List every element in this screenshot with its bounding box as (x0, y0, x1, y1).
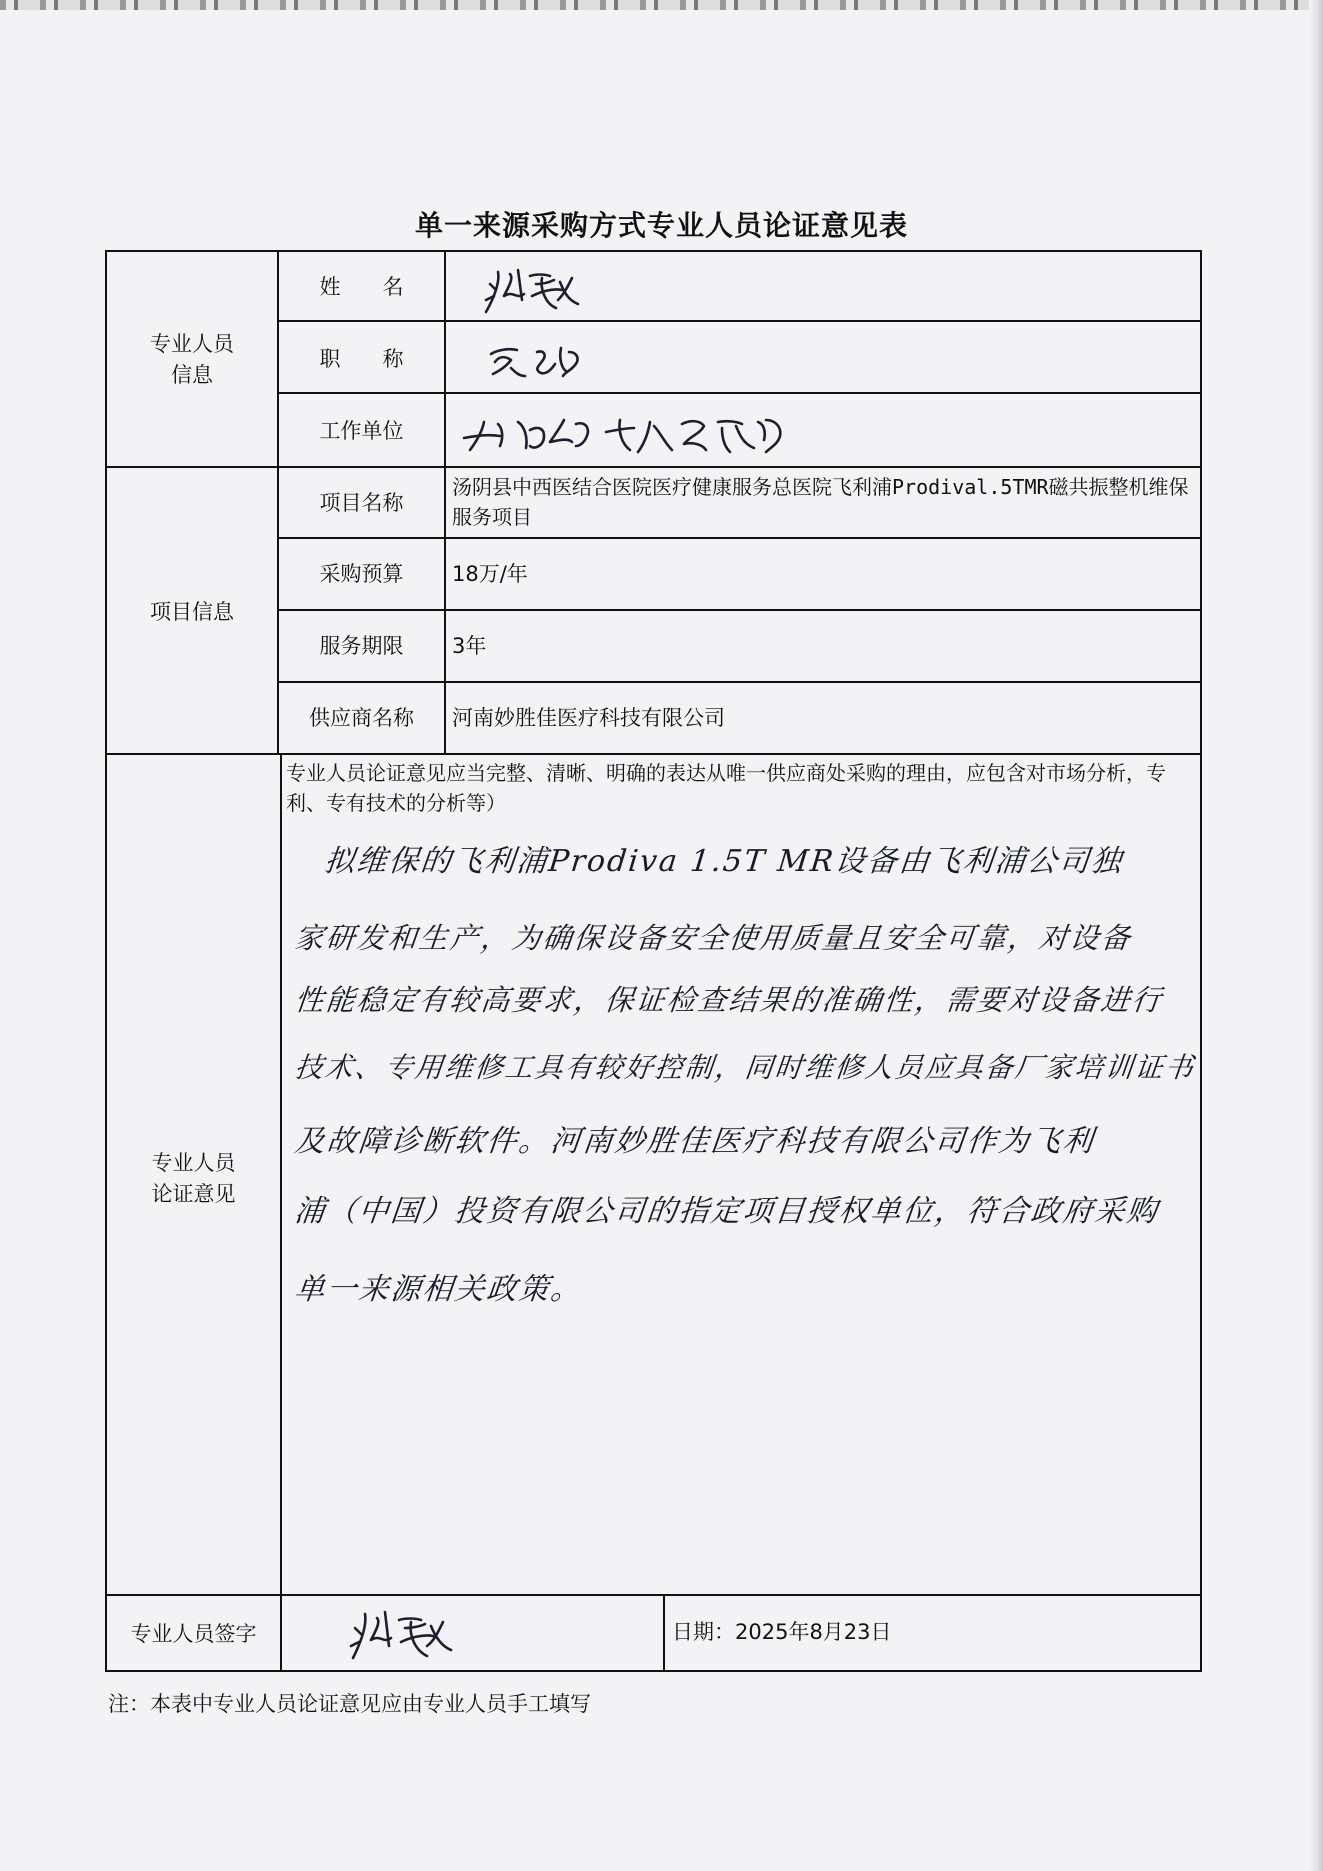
footnote: 注：本表中专业人员论证意见应由专业人员手工填写 (108, 1692, 591, 1716)
scan-edge (0, 0, 1323, 10)
project-name-value: 汤阴县中西医结合医院医疗健康服务总医院飞利浦Prodival.5TMR磁共振整机维保服务项目 (452, 475, 1189, 529)
row-divider (277, 537, 1202, 539)
opinion-instruction: 专业人员论证意见应当完整、清晰、明确的表达从唯一供应商处采购的理由，应包含对市场分析，专利、专有技术的分析等） (286, 761, 1166, 815)
name-label: 姓 名 (319, 275, 404, 299)
signature-date: 日期：2025年8月23日 (672, 1620, 892, 1644)
expert-info-section-label: 专业人员 信息 (150, 332, 234, 387)
col-divider (444, 250, 446, 754)
handwritten-opinion-line: 单一来源相关政策。 (292, 1272, 585, 1307)
supplier-value: 河南妙胜佳医疗科技有限公司 (452, 706, 725, 730)
handwritten-name (480, 262, 600, 322)
opinion-section-label: 专业人员 论证意见 (151, 1151, 236, 1206)
project-info-section-label: 项目信息 (150, 600, 234, 624)
handwritten-opinion-line: 拟维保的飞利浦Prodiva 1.5T MR设备由飞利浦公司独 (322, 844, 1125, 879)
title-label: 职 称 (319, 347, 404, 371)
row-divider (277, 609, 1202, 611)
row-divider (105, 1594, 1202, 1596)
handwritten-opinion-line: 及故障诊断软件。河南妙胜佳医疗科技有限公司作为飞利 (292, 1124, 1097, 1159)
project-name-label: 项目名称 (319, 491, 404, 515)
supplier-label: 供应商名称 (309, 706, 414, 730)
col-divider (280, 753, 282, 1672)
col-divider (663, 1594, 665, 1672)
row-divider (105, 466, 1202, 468)
signature-mark (345, 1604, 475, 1668)
handwritten-employer (460, 408, 800, 462)
row-divider (277, 681, 1202, 683)
budget-label: 采购预算 (319, 562, 404, 586)
handwritten-title (485, 338, 595, 388)
employer-label: 工作单位 (319, 419, 404, 443)
signature-label: 专业人员签字 (130, 1622, 257, 1646)
period-value: 3年 (452, 634, 487, 658)
form-title: 单一来源采购方式专业人员论证意见表 (414, 209, 908, 242)
handwritten-opinion-line: 浦（中国）投资有限公司的指定项目授权单位，符合政府采购 (292, 1194, 1161, 1229)
form-table (105, 250, 1202, 1672)
row-divider (277, 392, 1202, 394)
handwritten-opinion-line: 性能稳定有较高要求，保证检查结果的准确性，需要对设备进行 (293, 983, 1165, 1017)
scan-edge-right (1309, 0, 1323, 1871)
row-divider (277, 320, 1202, 322)
budget-value: 18万/年 (452, 562, 528, 586)
handwritten-opinion-line: 技术、专用维修工具有较好控制，同时维修人员应具备厂家培训证书 (293, 1051, 1197, 1084)
period-label: 服务期限 (319, 634, 404, 658)
handwritten-opinion-line: 家研发和生产，为确保设备安全使用质量且安全可靠，对设备 (293, 921, 1134, 955)
row-divider (105, 753, 1202, 755)
